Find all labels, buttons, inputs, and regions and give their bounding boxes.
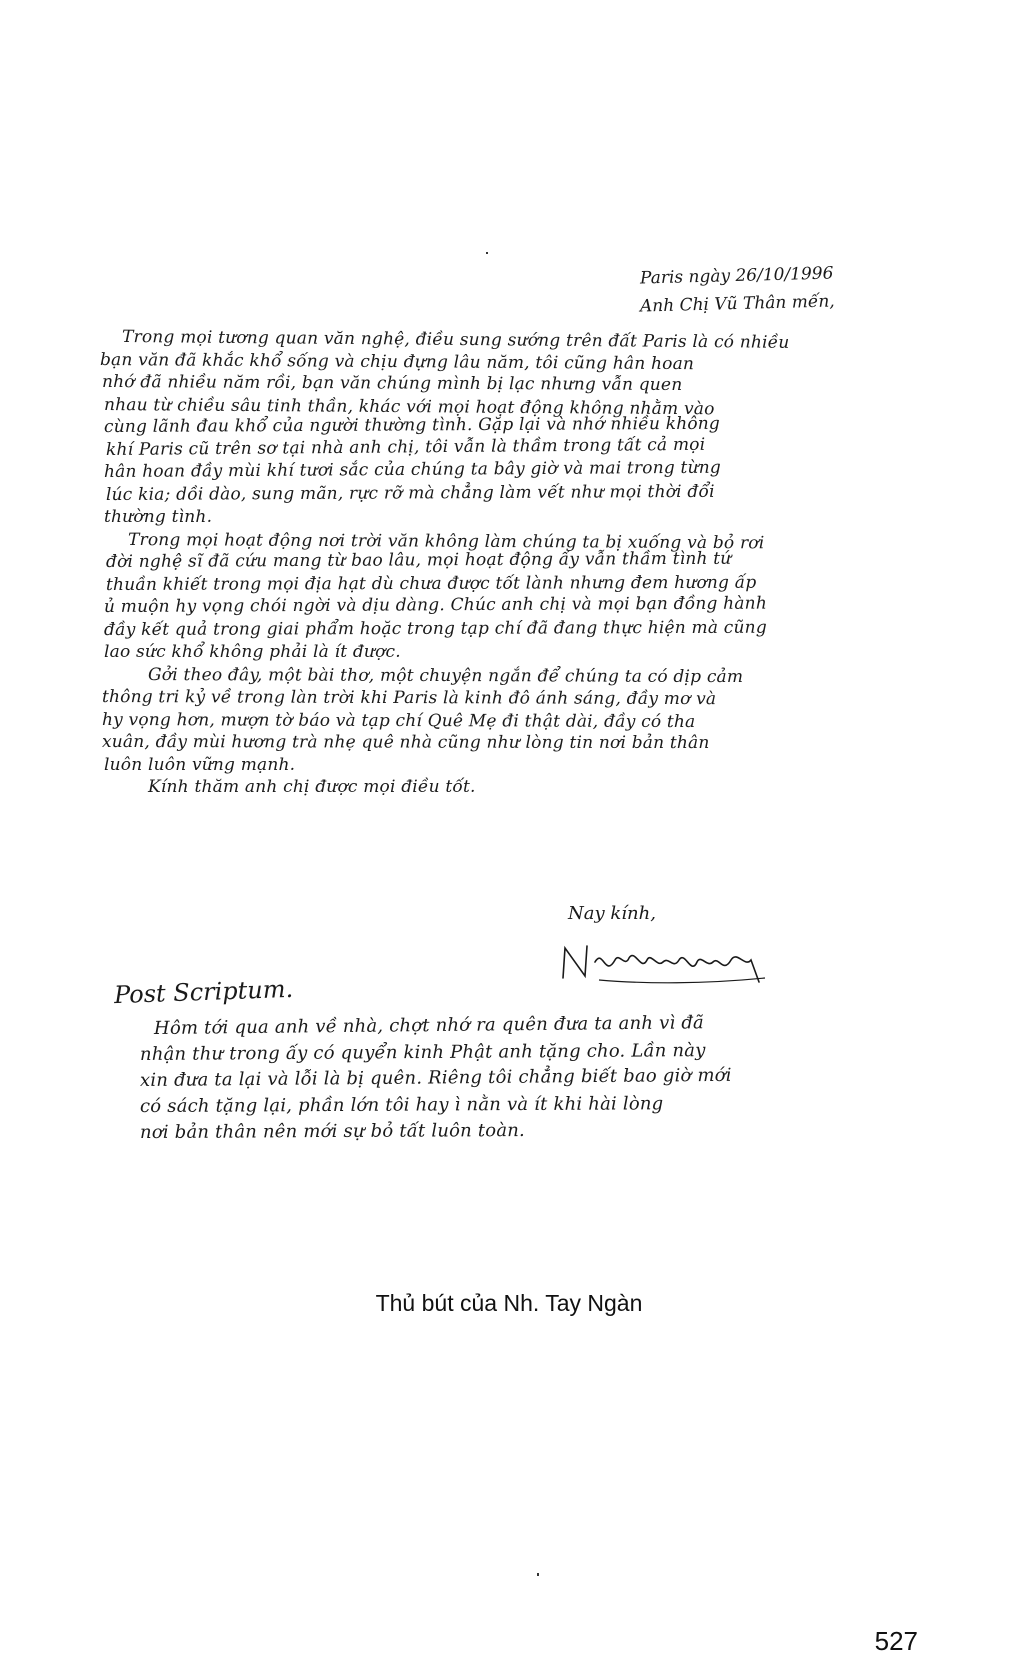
letter-line: Trong mọi tương quan văn nghệ, điều sung sướng trên đất Paris là có nhiều [121,327,790,353]
letter-line: cùng lãnh đau khổ của người thường tình. Gặp lại và nhớ nhiều không [103,413,721,437]
letter-line: đầy kết quả trong giai phẩm hoặc trong tạp chí đã đang thực hiện mà cũng [103,617,767,640]
letter-line: hân hoan đầy mùi khí tươi sắc của chúng ta bây giờ và mai trong từng [103,457,722,482]
postscript-line: nhận thư trong ấy có quyển kinh Phật anh tặng cho. Lần này [139,1040,706,1065]
letter-line: thường tình. [104,507,213,527]
postscript-line: có sách tặng lại, phần lớn tôi hay ì nằn và ít khi hài lòng [139,1093,664,1117]
letter-line: Trong mọi hoạt động nơi trời văn không làm chúng ta bị xuống và bỏ rơi [127,529,765,553]
scan-speck [537,1573,539,1576]
caption: Thủ bút của Nh. Tay Ngàn [375,1290,643,1316]
letter-line: lao sức khổ không phải là ít được. [104,642,401,662]
letter-line: thông tri kỷ về trong làn trời khi Paris là kinh đô ánh sáng, đầy mơ và [101,687,717,710]
letter-line: thuần khiết trong mọi địa hạt dù chưa được tốt lành nhưng đem hương ấp [105,572,757,595]
handwritten-signature [555,938,785,990]
postscript-heading: Post Scriptum. [113,974,294,1010]
letter-line: bạn văn đã khắc khổ sống và chịu đựng lâu năm, tôi cũng hân hoan [99,349,695,374]
postscript-line: nơi bản thân nên mới sự bỏ tất luôn toàn. [139,1119,526,1143]
postscript-line: Hôm tới qua anh về nhà, chợt nhớ ra quên đưa ta anh vì đã [153,1012,705,1039]
letter-line: nhớ đã nhiều năm rồi, bạn văn chúng mình bị lạc nhưng vẫn quen [101,372,683,396]
letter-line: nhau từ chiều sâu tinh thần, khác với mọi hoạt động không nhằm vào [103,394,715,419]
letter-salutation: Anh Chị Vũ Thân mến, [639,291,835,317]
postscript-body [139,1012,930,1146]
letter-line: hy vọng hơn, mượn tờ báo và tạp chí Quê Mẹ đi thật dài, đầy có tha [101,709,696,732]
letter-date: Paris ngày 26/10/1996 [639,263,834,289]
letter-line: xuân, đầy mùi hương trà nhẹ quê nhà cũng như lòng tin nơi bản thân [101,732,710,754]
letter-closing: Nay kính, [568,903,656,924]
letter-line: Kính thăm anh chị được mọi điều tốt. [148,777,476,797]
letter-line: luôn luôn vững mạnh. [104,754,296,775]
letter-line: Gởi theo đây, một bài thơ, một chuyện ngắn để chúng ta có dịp cảm [147,664,744,687]
page-number: 527 [874,1626,918,1656]
letter-line: đời nghệ sĩ đã cứu mang từ bao lâu, mọi hoạt động ấy vẫn thầm tình tứ [105,548,732,572]
letter-line: ủ muộn hy vọng chói ngời và dịu dàng. Chúc anh chị và mọi bạn đồng hành [103,593,767,617]
letter-line: lúc kia; dồi dào, sung mãn, rực rỡ mà chẳng làm vết như mọi thời đổi [105,481,715,505]
letter-line: khí Paris cũ trên sơ tại nhà anh chị, tôi vẫn là thầm trong tất cả mọi [105,434,706,460]
letter-body [100,326,930,799]
scan-speck [486,252,488,254]
postscript-line: xin đưa ta lại và lỗi là bị quên. Riêng tôi chẳng biết bao giờ mới [139,1064,732,1091]
